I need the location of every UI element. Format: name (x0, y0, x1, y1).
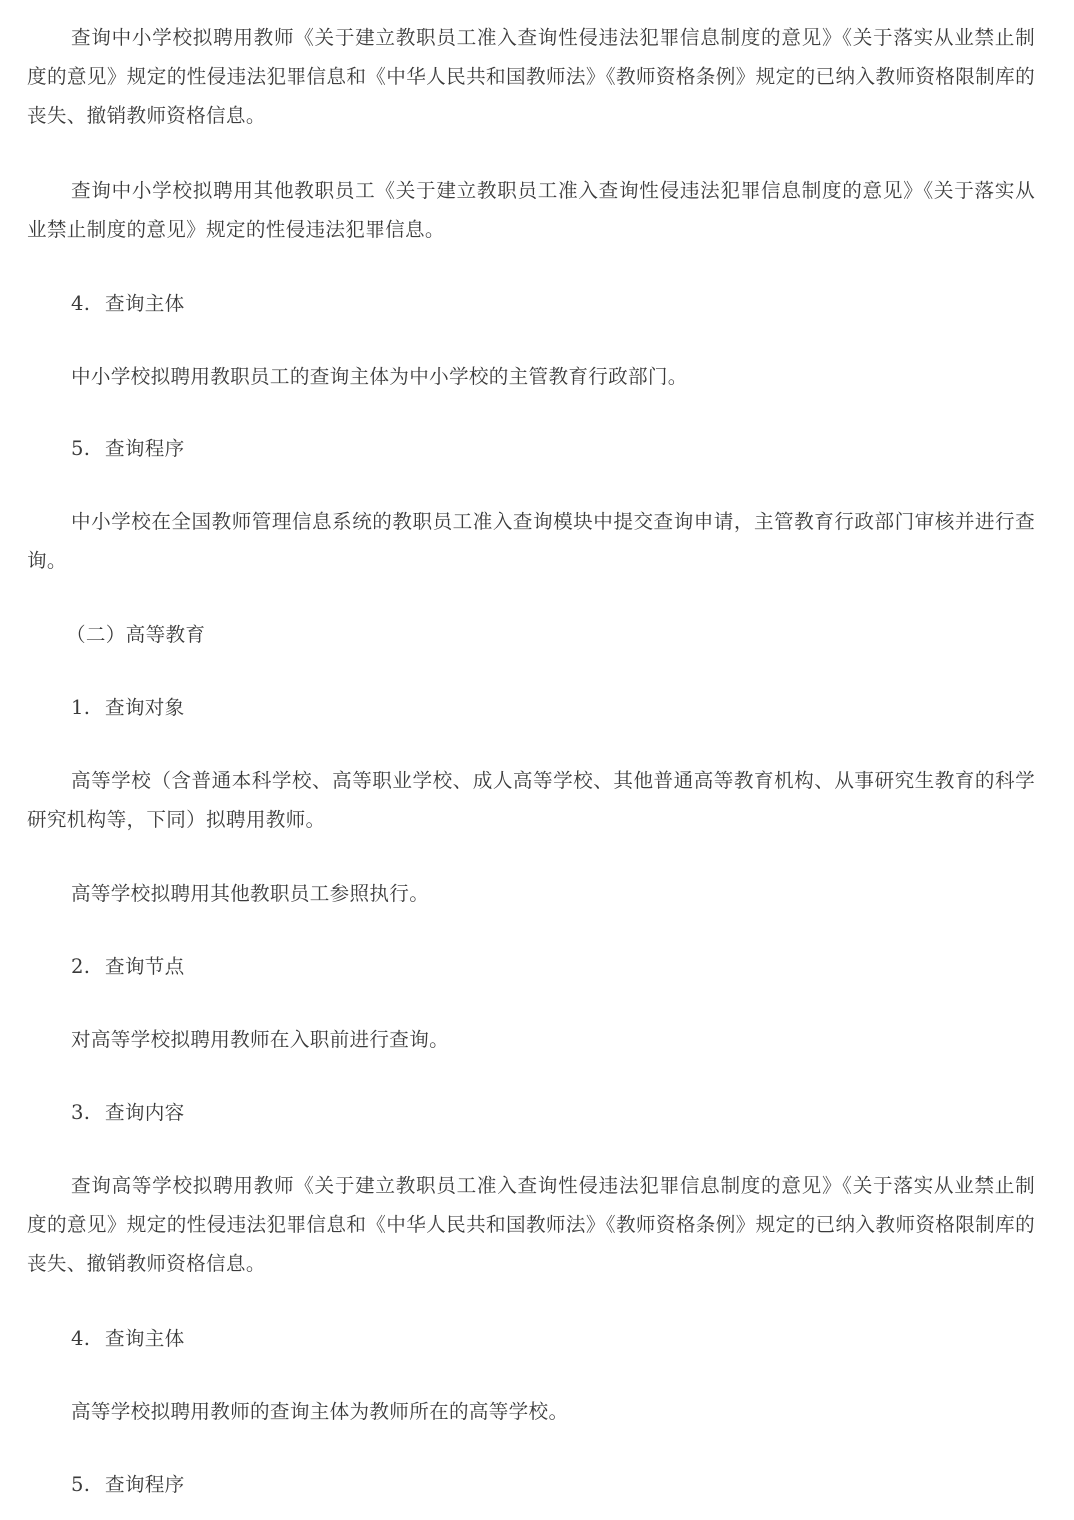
section-heading-higher-education: （二）高等教育 (66, 623, 206, 646)
heading-number: 1. (71, 696, 91, 719)
paragraph-query-content-higher: 查询高等学校拟聘用教师《关于建立教职员工准入查询性侵违法犯罪信息制度的意见》《关于落实从业禁止制度的意见》规定的性侵违法犯罪信息和《中华人民共和国教师法》《教师资格条例》规定的已纳入教师资格限制库的丧失、撤销教师资格信息。 (27, 1174, 1035, 1275)
heading-query-timing (71, 947, 185, 986)
paragraph-staff-query-content-k12: 查询中小学校拟聘用其他教职员工《关于建立教职员工准入查询性侵违法犯罪信息制度的意见》《关于落实从业禁止制度的意见》规定的性侵违法犯罪信息。 (27, 179, 1035, 241)
heading-number: 3. (71, 1101, 91, 1124)
heading-text: 查询主体 (105, 292, 185, 315)
heading-number: 5. (71, 437, 91, 460)
heading-text: 查询内容 (105, 1101, 185, 1124)
heading-number: 4. (71, 1327, 91, 1350)
paragraph-query-subject-k12: 中小学校拟聘用教职员工的查询主体为中小学校的主管教育行政部门。 (71, 365, 688, 388)
heading-text: 查询对象 (105, 696, 185, 719)
paragraph-query-object: 高等学校（含普通本科学校、高等职业学校、成人高等学校、其他普通高等教育机构、从事研究生教育的科学研究机构等，下同）拟聘用教师。 (27, 769, 1035, 831)
heading-query-subject-k12 (71, 284, 185, 323)
paragraph-query-timing: 对高等学校拟聘用教师在入职前进行查询。 (71, 1028, 449, 1051)
heading-number: 4. (71, 292, 91, 315)
paragraph-teacher-query-content-k12: 查询中小学校拟聘用教师《关于建立教职员工准入查询性侵违法犯罪信息制度的意见》《关于落实从业禁止制度的意见》规定的性侵违法犯罪信息和《中华人民共和国教师法》《教师资格条例》规定的已纳入教师资格限制库的丧失、撤销教师资格信息。 (27, 26, 1035, 127)
heading-query-procedure-k12 (71, 429, 185, 468)
heading-query-procedure-higher (71, 1465, 185, 1504)
paragraph-query-procedure-k12: 中小学校在全国教师管理信息系统的教职员工准入查询模块中提交查询申请，主管教育行政部门审核并进行查询。 (27, 510, 1035, 572)
heading-text: 查询程序 (105, 1473, 185, 1496)
heading-query-subject-higher (71, 1319, 185, 1358)
heading-text: 查询程序 (105, 437, 185, 460)
heading-number: 5. (71, 1473, 91, 1496)
heading-text: 查询主体 (105, 1327, 185, 1350)
heading-text: 查询节点 (105, 955, 185, 978)
paragraph-query-subject-higher: 高等学校拟聘用教师的查询主体为教师所在的高等学校。 (71, 1400, 569, 1423)
paragraph-other-staff: 高等学校拟聘用其他教职员工参照执行。 (71, 882, 430, 905)
heading-query-object (71, 688, 185, 727)
heading-query-content-higher (71, 1093, 185, 1132)
heading-number: 2. (71, 955, 91, 978)
